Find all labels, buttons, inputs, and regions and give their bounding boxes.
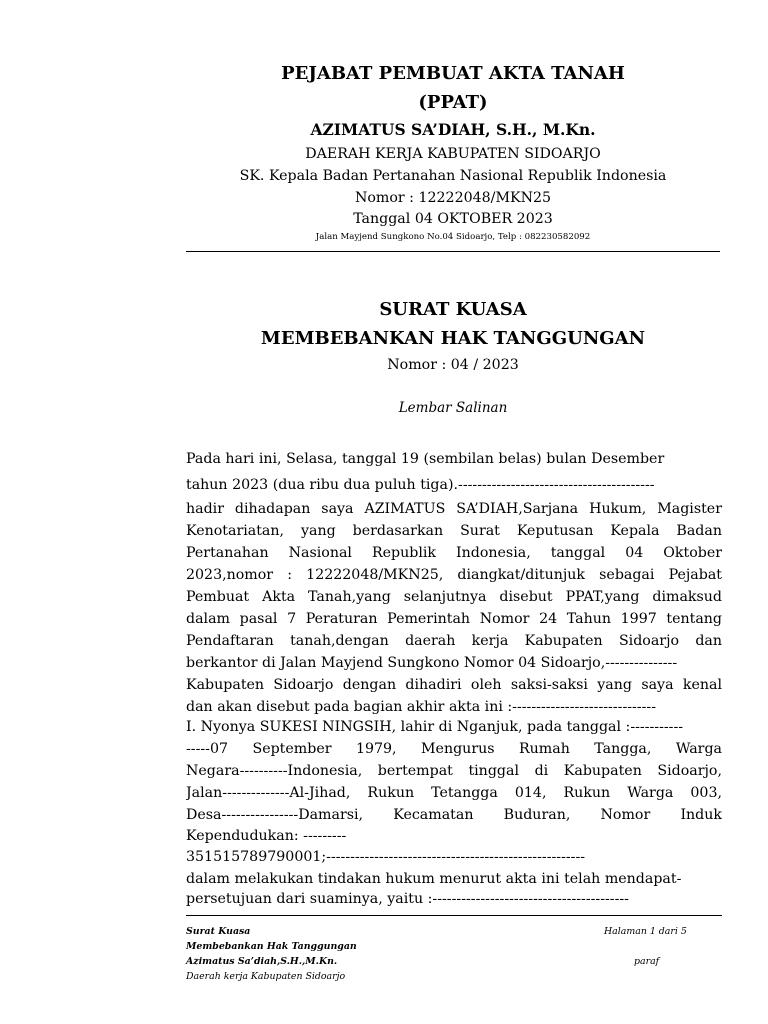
- header-divider: [186, 251, 720, 252]
- office-title: PEJABAT PEMBUAT AKTA TANAH: [281, 63, 625, 84]
- body-line: 351515789790001;------------------------------------------------------: [186, 849, 586, 865]
- document-subtitle: MEMBEBANKAN HAK TANGGUNGAN: [260, 328, 646, 349]
- body-line: Kenotariatan, yang berdasarkan Surat Keputusan Kepala Badan: [186, 523, 722, 539]
- body-line: Negara----------Indonesia, bertempat tinggal di Kabupaten Sidoarjo,: [186, 763, 722, 779]
- page-number: Halaman 1 dari 5: [604, 926, 687, 937]
- footer-official-name: Azimatus Sa’diah,S.H.,M.Kn.: [186, 956, 338, 967]
- body-line: 2023,nomor : 12222048/MKN25, diangkat/ditunjuk sebagai Pejabat: [186, 567, 722, 583]
- body-line: Pembuat Akta Tanah,yang selanjutnya disebut PPAT,yang dimaksud: [186, 589, 722, 605]
- footer-divider: [186, 915, 722, 916]
- body-line: -----07 September 1979, Mengurus Rumah Tangga, Warga: [186, 741, 722, 757]
- office-abbreviation: (PPAT): [418, 92, 488, 113]
- body-line: tahun 2023 (dua ribu dua puluh tiga).-----------------------------------------: [186, 477, 655, 493]
- body-line: Pada hari ini, Selasa, tanggal 19 (sembilan belas) bulan Desember: [186, 451, 665, 467]
- copy-label: Lembar Salinan: [398, 400, 508, 416]
- body-line: Kependudukan: ---------: [186, 828, 347, 844]
- document-number: Nomor : 04 / 2023: [387, 357, 519, 373]
- initials-label: paraf: [634, 956, 660, 967]
- body-line: Kabupaten Sidoarjo dengan dihadiri oleh saksi-saksi yang saya kenal: [186, 677, 722, 693]
- body-line: dan akan disebut pada bagian akhir akta ini :------------------------------: [186, 699, 656, 715]
- decree-date: Tanggal 04 OKTOBER 2023: [353, 211, 553, 227]
- document-title: SURAT KUASA: [379, 299, 527, 320]
- footer-work-area: Daerah kerja Kabupaten Sidoarjo: [186, 971, 346, 982]
- body-line: Pertanahan Nasional Republik Indonesia, tanggal 04 Oktober: [186, 545, 722, 561]
- work-area: DAERAH KERJA KABUPATEN SIDOARJO: [305, 146, 601, 162]
- body-line: persetujuan dari suaminya, yaitu :-----------------------------------------: [186, 891, 629, 907]
- decree-number: Nomor : 12222048/MKN25: [354, 190, 552, 206]
- party-1-line: I. Nyonya SUKESI NINGSIH, lahir di Nganjuk, pada tanggal :-----------: [186, 719, 684, 735]
- footer-doc-subtitle: Membebankan Hak Tanggungan: [186, 941, 357, 952]
- body-line: Desa----------------Damarsi, Kecamatan Buduran, Nomor Induk: [186, 807, 722, 823]
- body-line: dalam pasal 7 Peraturan Pemerintah Nomor 24 Tahun 1997 tentang: [186, 611, 722, 627]
- decree-issuer: SK. Kepala Badan Pertanahan Nasional Republik Indonesia: [239, 168, 667, 184]
- body-line: Jalan--------------Al-Jihad, Rukun Tetangga 014, Rukun Warga 003,: [186, 785, 722, 801]
- body-line: hadir dihadapan saya AZIMATUS SA’DIAH,Sarjana Hukum, Magister: [186, 501, 722, 517]
- body-line: Pendaftaran tanah,dengan daerah kerja Kabupaten Sidoarjo dan: [186, 633, 722, 649]
- body-line: berkantor di Jalan Mayjend Sungkono Nomor 04 Sidoarjo,---------------: [186, 655, 678, 671]
- official-name: AZIMATUS SA’DIAH, S.H., M.Kn.: [310, 120, 596, 139]
- footer-doc-title: Surat Kuasa: [186, 926, 251, 937]
- body-line: dalam melakukan tindakan hukum menurut akta ini telah mendapat-: [186, 871, 682, 887]
- office-address: Jalan Mayjend Sungkono No.04 Sidoarjo, Telp : 082230582092: [315, 232, 591, 242]
